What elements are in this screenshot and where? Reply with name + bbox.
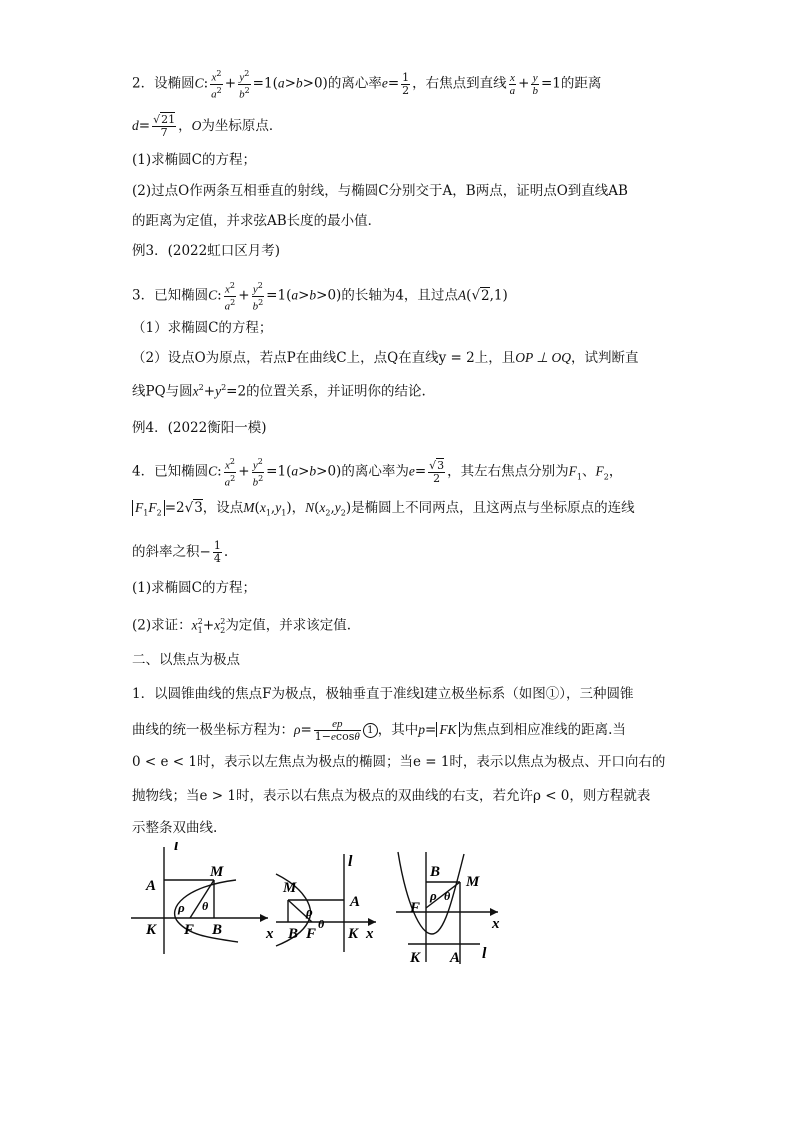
label-rho: ρ — [430, 888, 437, 903]
text: ，右焦点到直线 — [412, 75, 507, 92]
p4-line4: (1)求椭圆C的方程； — [132, 580, 256, 596]
text: 的位置关系，并证明你的结论. — [246, 383, 426, 400]
text: ，设点 — [202, 500, 244, 516]
text: 的长轴为4，且过点 — [341, 287, 458, 304]
math: O — [191, 118, 202, 133]
label-theta: θ — [318, 917, 325, 931]
text: 的斜率之积 — [132, 544, 200, 560]
label-B: B — [212, 922, 223, 938]
p2-line3: (1)求椭圆C的方程； — [132, 152, 256, 168]
label-K: K — [146, 922, 157, 938]
frac: $\frac{x^2}{a^2}$ — [211, 69, 222, 101]
text: ，其左右焦点分别为 — [447, 463, 569, 480]
p3-line4: 线PQ与圆$x^2+y^2=2$的位置关系，并证明你的结论. — [132, 383, 426, 400]
text: (2)求证： — [132, 617, 192, 634]
p3-line3 — [132, 348, 639, 368]
p4-line3: 的斜率之积− $\frac{1}{4}$ . — [132, 539, 229, 565]
label-theta: θ — [202, 899, 209, 913]
text: ，试判断直 — [571, 350, 639, 366]
sub: 2 — [603, 472, 609, 482]
p3-line1: 3．已知椭圆C: $\frac{x^2}{a^2}$ + $\frac{y^2}{b^2}$ =1(a>b>0)的长轴为4，且过点A(√2,1) — [132, 281, 508, 313]
text: 线PQ与圆 — [132, 383, 193, 400]
math: C — [194, 75, 204, 91]
label-A: A — [350, 894, 361, 910]
p5-line1: 1．以圆锥曲线的焦点F为极点，极轴垂直于准线l建立极坐标系（如图①），三种圆锥 — [132, 686, 634, 702]
label-x: x — [492, 916, 500, 932]
frac: $\frac{x^2}{a^2}$ — [224, 281, 236, 313]
label-K: K — [348, 926, 359, 942]
polar-figures-svg — [126, 842, 526, 967]
frac: $\frac{√21}{7}$ — [153, 113, 176, 139]
label-B: B — [288, 926, 299, 942]
frac: $\frac{1}{2}$ — [402, 70, 410, 97]
label-F: F — [306, 926, 317, 942]
frac: $\frac{√3}{2}$ — [429, 458, 445, 485]
math: OP ⊥ OQ — [515, 350, 572, 365]
label-A: A — [146, 878, 157, 894]
frac: $\frac{y}{b}$ — [532, 71, 538, 97]
text: 为定值，并求该定值. — [225, 617, 352, 634]
label-M: M — [283, 880, 297, 896]
p4-line5: (2)求证：$x_1^2+x_2^2$为定值，并求该定值. — [132, 617, 352, 636]
text: ， — [608, 463, 623, 480]
p2-line5: 的距离为定值，并求弦AB长度的最小值． — [132, 213, 382, 229]
section-2-heading: 二、以焦点为极点 — [132, 652, 240, 668]
label-M: M — [210, 864, 224, 880]
label-theta: θ — [444, 889, 451, 903]
p2-line2: d= $\frac{√21}{7}$ ，O为坐标原点． — [132, 113, 283, 139]
math: F — [595, 463, 604, 479]
p2-line1: 2．设椭圆C: $\frac{x^2}{a^2}$ + $\frac{y^2}{b^2}$ =1(a>b>0)的离心率e= $\frac{1}{2}$ ，右焦点到直线 $\frac{x}{a}$ + $\frac{y}{b}$ =1的距离 — [132, 69, 602, 101]
p4-line2: $F_1F_2 =2√3$，设点$M(x_1,y_1)$，$N(x_2,y_2)$是椭圆上不同两点，且这两点与坐标原点的连线 — [132, 498, 635, 524]
label-rho: ρ — [178, 900, 185, 915]
label-l: l — [174, 842, 179, 854]
text: 为焦点到相应准线的距离.当 — [459, 722, 626, 738]
label-M: M — [466, 874, 480, 890]
example-3-heading: 例3．(2022虹口区月考) — [132, 243, 280, 259]
frac: $\frac{x}{a}$ — [509, 71, 516, 97]
text: ，其中 — [377, 722, 419, 738]
text: ， — [291, 500, 306, 516]
text: 的距离 — [560, 75, 602, 92]
polar-figures — [126, 842, 526, 967]
math: C — [208, 463, 218, 479]
math: F — [568, 463, 577, 479]
p5-line3: 0 < e < 1时，表示以左焦点为极点的椭圆；当e = 1时，表示以焦点为极点、开口向右的 — [132, 754, 666, 770]
label-F: F — [184, 922, 195, 938]
label-l: l — [348, 853, 353, 870]
label-A: A — [450, 950, 461, 966]
text: ， — [178, 118, 192, 134]
frac: $\frac{y^2}{b^2}$ — [239, 69, 250, 101]
label-rho: ρ — [306, 904, 313, 919]
label-x-a: x — [266, 926, 274, 942]
text: 的离心率为 — [341, 463, 409, 480]
label-x: x — [366, 926, 374, 942]
text: 2．设椭圆 — [132, 75, 195, 92]
sub: 1 — [576, 472, 582, 482]
example-4-heading: 例4．(2022衡阳一模) — [132, 420, 267, 436]
frac: $\frac{x^2}{a^2}$ — [224, 457, 236, 489]
frac: $\frac{y^2}{b^2}$ — [252, 281, 264, 313]
p2-line4: (2)过点O作两条互相垂直的射线，与椭圆C分别交于A，B两点，证明点O到直线AB — [132, 183, 628, 199]
p5-line5: 示整条双曲线. — [132, 820, 218, 836]
text: （2）设点O为原点，若点P在曲线C上，点Q在直线y = 2上，且 — [132, 350, 516, 366]
text: 的离心率 — [327, 75, 382, 92]
p5-line4: 抛物线；当e > 1时，表示以右焦点为极点的双曲线的右支，若允许ρ < 0，则方程就表 — [132, 788, 651, 804]
text: 曲线的统一极坐标方程为： — [132, 722, 294, 738]
text: 是椭圆上不同两点，且这两点与坐标原点的连线 — [351, 500, 635, 516]
label-l: l — [482, 945, 487, 962]
label-B: B — [430, 864, 441, 880]
frac: $\frac{ep}{1-ecos\theta}$ — [314, 718, 360, 743]
math: C — [208, 287, 218, 303]
text: 、 — [582, 463, 596, 480]
p5-line2: 曲线的统一极坐标方程为：ρ= $\frac{ep}{1-ecos\theta}$ 1 ，其中p= FK 为焦点到相应准线的距离.当 — [132, 718, 626, 743]
circled-1: 1 — [363, 723, 378, 738]
label-F: F — [410, 900, 421, 916]
text: 为坐标原点． — [201, 118, 283, 134]
frac: $\frac{y^2}{b^2}$ — [252, 457, 264, 489]
p3-line2: （1）求椭圆C的方程； — [132, 320, 273, 336]
math: e — [381, 75, 388, 91]
frac: $\frac{1}{4}$ — [213, 539, 221, 565]
label-K: K — [410, 950, 421, 966]
p4-line1: 4．已知椭圆C: $\frac{x^2}{a^2}$ + $\frac{y^2}{b^2}$ =1(a>b>0)的离心率为e= $\frac{√3}{2}$ ，其左右焦点分别为$F_1$、$F_2$， — [132, 457, 623, 489]
text: 3．已知椭圆 — [132, 287, 209, 304]
text: 4．已知椭圆 — [132, 463, 209, 480]
